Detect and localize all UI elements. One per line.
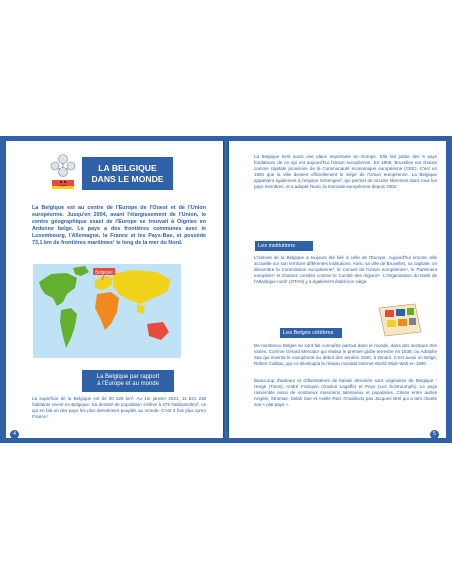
section-title-institutions: Les institutions (255, 241, 313, 251)
section-body-superficie: La superficie de la Belgique est de 30 528 km². Au 1er janvier 2021, 11 521 238 habitants vivent en Belgique. Sa densité de population s'élève à 375 habitants/km², ce qui en fait un des pays les plus densément peuplés au monde. C'est 3 fois plus qu'en France ! (32, 396, 206, 419)
section-title-belges-celebres: Les Belges célèbres (280, 328, 342, 338)
world-map-icon (33, 264, 181, 358)
paragraph-belges-2: Beaucoup d'auteurs et d'illustrateurs de bande dessinée sont originaires de Belgique : Hergé (Tintin), André Franquin (Gaston Lagaffe) et Peyo (Les Schtroumpfs). Le pays rassemble aussi de nombreux musiciens talentueux et populaires. Citons entre autres Angèle, Stromae, Selah Sue et Axelle Red. N'oublions pas Jacques Brel qui a tant chanté son « plat pays ». (254, 378, 437, 407)
section-title-europe-monde (82, 370, 174, 392)
section-title-line2: à l'Europe et au monde (97, 381, 159, 387)
paragraph-europe: La Belgique tient aussi une place importante en Europe. Elle fait partie des 6 pays fondateurs de ce qui est aujourd'hui l'Union européenne. En 1958, Bruxelles est choisie comme capitale provisoire de la Communauté économique européenne (CEE). C'est en 1993 que la ville devient officiellement le siège de l'Union européenne. La Belgique appartient également à l'espace Schengen², qui permet de circuler librement dans tous les pays membres, et a adopté l'euro, la monnaie européenne depuis 2002. (254, 154, 437, 189)
page-title (82, 157, 173, 190)
paragraph-belges-1: De nombreux Belges se sont fait connaître partout dans le monde, dans des secteurs très variés. Comme Gérard Mercator qui réalisa le premier globe terrestre en 1538, ou Adolphe Sax qui inventa le saxophone au début des années 1840, à Dinant. C'est aussi un Belge, Robert Cailliau, qui co-développa le réseau mondial Internet World Wide Web en 1990. (254, 343, 437, 366)
page-title-line1: LA BELGIQUE (98, 162, 157, 173)
intro-paragraph: La Belgique est au centre de l'Europe de l'Ouest et de l'Union européenne. Jusqu'en 2004, avant l'élargissement de l'Union, le centre géographique exact de l'Europe se trouvait à Oignies en Ardenne belge. Le pays a des frontières communes avec le Luxembourg, l'Allemagne, la France et les Pays-Bas, et possède 73,1 km de frontières maritimes¹ le long de la mer du Nord. (32, 205, 206, 247)
page-number-right: 5 (430, 430, 439, 439)
atomium-mascot-icon (46, 152, 80, 192)
section-title-line1: La Belgique par rapport (96, 373, 160, 380)
map-label-belgique: Belgique (95, 269, 113, 275)
page-title-line2: DANS LE MONDE (91, 173, 164, 184)
stamp-stickers-icon (375, 298, 425, 340)
paragraph-institutions: L'histoire de la Belgique a toujours été liée à celle de l'Europe. Aujourd'hui encore, elle accueille sur son territoire différentes institutions. Ainsi, sa ville de Bruxelles, sa capitale, on dénombre la Commission européenne³, le Conseil de l'Union européenne⁴, le Parlement européen⁵ et d'autres comités comme le Comité des régions⁶. L'Organisation du traité de l'Atlantique nord⁷ (OTAN) y a également établi son siège. (254, 255, 437, 284)
book-gutter (223, 141, 229, 438)
page-number-left: 4 (10, 430, 19, 439)
